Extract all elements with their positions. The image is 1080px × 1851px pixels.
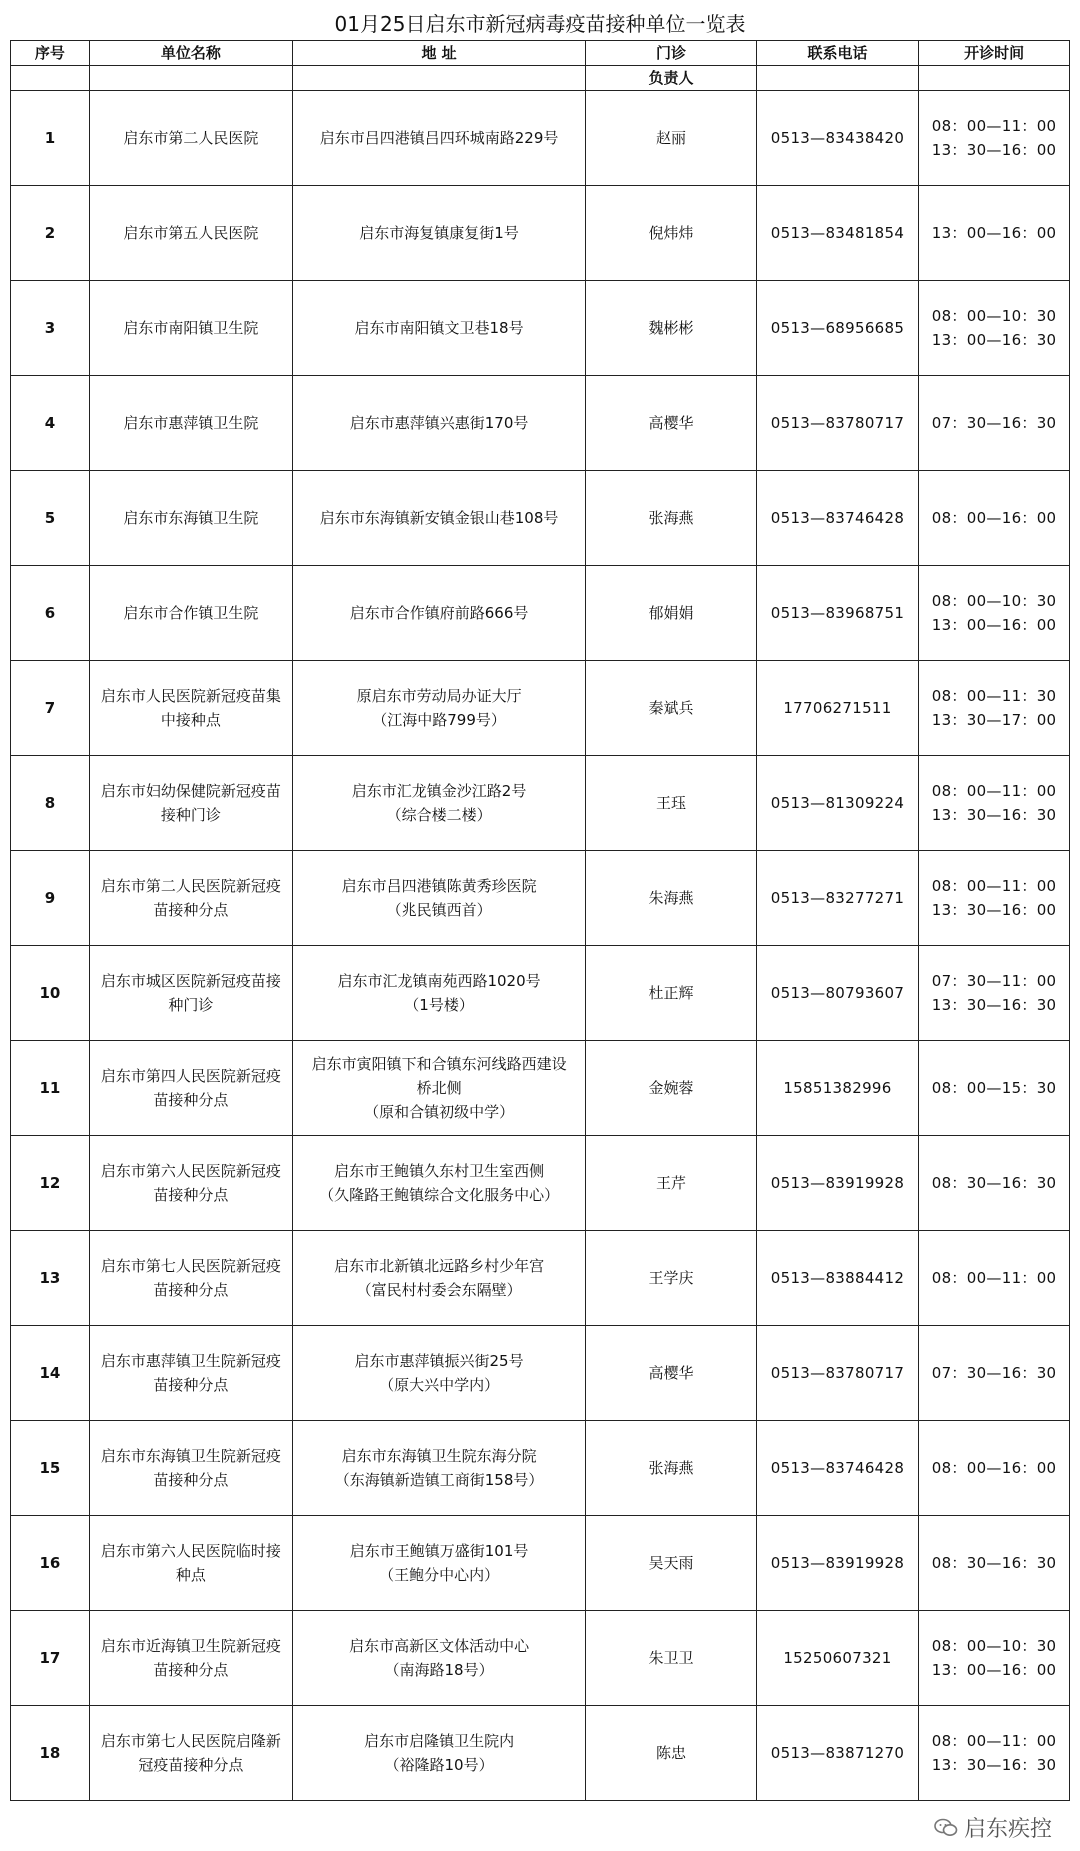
opening-hours — [919, 1611, 1070, 1706]
unit-name-line: 启东市南阳镇卫生院 — [123, 319, 259, 337]
unit-name-line: 苗接种分点 — [153, 901, 229, 919]
address-line: 启东市北新镇北远路乡村少年宫 — [334, 1257, 545, 1275]
address-line: 启东市启隆镇卫生院内 — [364, 1732, 515, 1750]
row-number: 10 — [11, 946, 90, 1041]
opening-hours-line: 07：30—11：00 — [931, 972, 1057, 990]
opening-hours-line: 08：00—16：00 — [931, 509, 1057, 527]
address-line: 启东市汇龙镇南苑西路1020号 — [337, 972, 541, 990]
row-number: 4 — [11, 376, 90, 471]
unit-name — [89, 1041, 292, 1136]
phone: 0513—83438420 — [756, 91, 918, 186]
address — [292, 1231, 585, 1326]
row-number: 12 — [11, 1136, 90, 1231]
phone: 0513—83481854 — [756, 186, 918, 281]
opening-hours — [919, 1041, 1070, 1136]
address-line: （综合楼二楼） — [386, 806, 492, 824]
row-number: 1 — [11, 91, 90, 186]
address-line: （1号楼） — [404, 996, 474, 1014]
table-header-row — [11, 41, 1070, 66]
address-line: 启东市高新区文体活动中心 — [349, 1637, 530, 1655]
row-number: 17 — [11, 1611, 90, 1706]
address — [292, 91, 585, 186]
unit-name-line: 苗接种分点 — [153, 1091, 229, 1109]
opening-hours-line: 08：00—11：00 — [931, 1732, 1057, 1750]
clinic-person: 高樱华 — [586, 376, 757, 471]
header-clinic: 门诊 — [586, 41, 757, 66]
unit-name — [89, 91, 292, 186]
unit-name-line: 中接种点 — [160, 711, 221, 729]
address-line: 启东市寅阳镇下和合镇东河线路西建设 — [311, 1055, 567, 1073]
header-hours: 开诊时间 — [919, 41, 1070, 66]
unit-name — [89, 946, 292, 1041]
header-no: 序号 — [11, 41, 90, 66]
unit-name — [89, 851, 292, 946]
unit-name-line: 苗接种分点 — [153, 1186, 229, 1204]
address-line: 启东市东海镇新安镇金银山巷108号 — [319, 509, 559, 527]
table-row — [11, 1136, 1070, 1231]
unit-name-line: 启东市第七人民医院新冠疫 — [100, 1257, 281, 1275]
phone: 0513—83780717 — [756, 1326, 918, 1421]
phone: 0513—68956685 — [756, 281, 918, 376]
watermark — [934, 1812, 1052, 1843]
unit-name-line: 种点 — [175, 1566, 206, 1584]
unit-name-line: 启东市第二人民医院 — [123, 129, 259, 147]
unit-name-line: 启东市人民医院新冠疫苗集 — [100, 687, 281, 705]
opening-hours-line: 13：30—16：00 — [931, 141, 1057, 159]
row-number: 9 — [11, 851, 90, 946]
table-row — [11, 946, 1070, 1041]
opening-hours-line: 08：30—16：30 — [931, 1174, 1057, 1192]
opening-hours-line: 13：00—16：00 — [931, 224, 1057, 242]
unit-name-line: 启东市第六人民医院新冠疫 — [100, 1162, 281, 1180]
table-row — [11, 1611, 1070, 1706]
table-row — [11, 756, 1070, 851]
phone: 0513—83871270 — [756, 1706, 918, 1801]
address — [292, 566, 585, 661]
opening-hours — [919, 1421, 1070, 1516]
opening-hours-line: 13：00—16：30 — [931, 331, 1057, 349]
address-line: 启东市吕四港镇陈黄秀珍医院 — [341, 877, 537, 895]
unit-name-line: 启东市第二人民医院新冠疫 — [100, 877, 281, 895]
table-row — [11, 1326, 1070, 1421]
address-line: 启东市东海镇卫生院东海分院 — [341, 1447, 537, 1465]
address-line: （王鲍分中心内） — [379, 1566, 500, 1584]
opening-hours-line: 13：30—16：00 — [931, 901, 1057, 919]
header-phone: 联系电话 — [756, 41, 918, 66]
row-number: 18 — [11, 1706, 90, 1801]
phone: 0513—83780717 — [756, 376, 918, 471]
opening-hours-line: 08：00—11：00 — [931, 877, 1057, 895]
unit-name — [89, 756, 292, 851]
table-row — [11, 1516, 1070, 1611]
watermark-text: 启东疾控 — [963, 1817, 1052, 1842]
clinic-person: 郁娟娟 — [586, 566, 757, 661]
address-line: 桥北侧 — [416, 1079, 462, 1097]
opening-hours — [919, 1136, 1070, 1231]
clinic-person: 高樱华 — [586, 1326, 757, 1421]
opening-hours-line: 08：00—11：00 — [931, 782, 1057, 800]
address — [292, 1611, 585, 1706]
address — [292, 1136, 585, 1231]
clinic-person: 秦斌兵 — [586, 661, 757, 756]
phone: 0513—83746428 — [756, 1421, 918, 1516]
unit-name — [89, 1706, 292, 1801]
phone: 0513—83919928 — [756, 1136, 918, 1231]
table-row — [11, 186, 1070, 281]
address — [292, 1421, 585, 1516]
opening-hours-line: 07：30—16：30 — [931, 414, 1057, 432]
address-line: （兆民镇西首） — [386, 901, 492, 919]
opening-hours-line: 07：30—16：30 — [931, 1364, 1057, 1382]
address-line: （江海中路799号） — [372, 711, 506, 729]
table-row — [11, 851, 1070, 946]
unit-name-line: 苗接种分点 — [153, 1661, 229, 1679]
address-line: 启东市汇龙镇金沙江路2号 — [351, 782, 527, 800]
row-number: 13 — [11, 1231, 90, 1326]
unit-name — [89, 1421, 292, 1516]
opening-hours-line: 13：30—17：00 — [931, 711, 1057, 729]
row-number: 3 — [11, 281, 90, 376]
phone: 0513—83277271 — [756, 851, 918, 946]
address — [292, 186, 585, 281]
address-line: 启东市南阳镇文卫巷18号 — [354, 319, 524, 337]
unit-name-line: 种门诊 — [168, 996, 214, 1014]
row-number: 6 — [11, 566, 90, 661]
unit-name-line: 接种门诊 — [160, 806, 221, 824]
table-subheader-row — [11, 66, 1070, 91]
clinic-person: 张海燕 — [586, 1421, 757, 1516]
opening-hours-line: 13：30—16：30 — [931, 806, 1057, 824]
table-row — [11, 566, 1070, 661]
opening-hours-line: 08：00—10：30 — [931, 307, 1057, 325]
unit-name — [89, 1136, 292, 1231]
opening-hours — [919, 91, 1070, 186]
table-row — [11, 281, 1070, 376]
phone: 0513—83746428 — [756, 471, 918, 566]
clinic-person: 赵丽 — [586, 91, 757, 186]
unit-name — [89, 186, 292, 281]
unit-name-line: 冠疫苗接种分点 — [138, 1756, 244, 1774]
opening-hours-line: 08：00—16：00 — [931, 1459, 1057, 1477]
row-number: 2 — [11, 186, 90, 281]
table-row — [11, 1231, 1070, 1326]
clinic-person: 朱海燕 — [586, 851, 757, 946]
unit-name-line: 启东市合作镇卫生院 — [123, 604, 259, 622]
wechat-icon — [934, 1818, 958, 1838]
address — [292, 1041, 585, 1136]
header-address: 地 址 — [292, 41, 585, 66]
opening-hours-line: 08：30—16：30 — [931, 1554, 1057, 1572]
opening-hours — [919, 946, 1070, 1041]
clinic-person: 金婉蓉 — [586, 1041, 757, 1136]
opening-hours-line: 08：00—10：30 — [931, 592, 1057, 610]
unit-name-line: 启东市城区医院新冠疫苗接 — [100, 972, 281, 990]
phone: 15851382996 — [756, 1041, 918, 1136]
row-number: 5 — [11, 471, 90, 566]
unit-name-line: 启东市第五人民医院 — [123, 224, 259, 242]
address-line: 启东市王鲍镇久东村卫生室西侧 — [334, 1162, 545, 1180]
unit-name — [89, 1326, 292, 1421]
opening-hours — [919, 1706, 1070, 1801]
unit-name-line: 启东市东海镇卫生院新冠疫 — [100, 1447, 281, 1465]
clinic-person: 倪炜炜 — [586, 186, 757, 281]
phone: 0513—83884412 — [756, 1231, 918, 1326]
opening-hours — [919, 566, 1070, 661]
table-body — [11, 91, 1070, 1801]
address — [292, 1326, 585, 1421]
opening-hours-line: 08：00—11：30 — [931, 687, 1057, 705]
clinic-person: 朱卫卫 — [586, 1611, 757, 1706]
address — [292, 281, 585, 376]
opening-hours — [919, 851, 1070, 946]
unit-name — [89, 281, 292, 376]
address-line: （南海路18号） — [384, 1661, 494, 1679]
unit-name-line: 启东市近海镇卫生院新冠疫 — [100, 1637, 281, 1655]
clinic-person: 王珏 — [586, 756, 757, 851]
unit-name-line: 启东市东海镇卫生院 — [123, 509, 259, 527]
header-unit: 单位名称 — [89, 41, 292, 66]
opening-hours — [919, 281, 1070, 376]
opening-hours-line: 08：00—11：00 — [931, 117, 1057, 135]
unit-name-line: 启东市妇幼保健院新冠疫苗 — [100, 782, 281, 800]
address-line: 启东市惠萍镇振兴街25号 — [354, 1352, 524, 1370]
address-line: 启东市海复镇康复街1号 — [359, 224, 519, 242]
address-line: （裕隆路10号） — [384, 1756, 494, 1774]
opening-hours-line: 13：30—16：30 — [931, 996, 1057, 1014]
opening-hours — [919, 1326, 1070, 1421]
address — [292, 1516, 585, 1611]
unit-name-line: 苗接种分点 — [153, 1281, 229, 1299]
table-row — [11, 376, 1070, 471]
table-row — [11, 471, 1070, 566]
row-number: 7 — [11, 661, 90, 756]
unit-name-line: 苗接种分点 — [153, 1471, 229, 1489]
address-line: （久隆路王鲍镇综合文化服务中心） — [319, 1186, 560, 1204]
row-number: 16 — [11, 1516, 90, 1611]
unit-name-line: 启东市惠萍镇卫生院 — [123, 414, 259, 432]
address-line: 启东市惠萍镇兴惠街170号 — [349, 414, 529, 432]
address-line: 启东市王鲍镇万盛街101号 — [349, 1542, 529, 1560]
unit-name — [89, 1611, 292, 1706]
opening-hours-line: 13：00—16：00 — [931, 616, 1057, 634]
phone: 0513—80793607 — [756, 946, 918, 1041]
page-title: 01月25日启东市新冠病毒疫苗接种单位一览表 — [334, 12, 746, 36]
opening-hours — [919, 1516, 1070, 1611]
address — [292, 376, 585, 471]
vaccination-sites-table — [10, 40, 1070, 1801]
phone: 15250607321 — [756, 1611, 918, 1706]
opening-hours — [919, 376, 1070, 471]
header-clinic-person: 负责人 — [586, 66, 757, 91]
address-line: （原大兴中学内） — [379, 1376, 500, 1394]
address — [292, 661, 585, 756]
opening-hours — [919, 471, 1070, 566]
table-row — [11, 1421, 1070, 1516]
row-number: 14 — [11, 1326, 90, 1421]
phone: 0513—83968751 — [756, 566, 918, 661]
clinic-person: 王学庆 — [586, 1231, 757, 1326]
address-line: （富民村村委会东隔壁） — [356, 1281, 522, 1299]
table-row — [11, 91, 1070, 186]
phone: 17706271511 — [756, 661, 918, 756]
opening-hours-line: 08：00—11：00 — [931, 1269, 1057, 1287]
opening-hours — [919, 661, 1070, 756]
opening-hours-line: 13：30—16：30 — [931, 1756, 1057, 1774]
clinic-person: 陈忠 — [586, 1706, 757, 1801]
clinic-person: 王芹 — [586, 1136, 757, 1231]
address-line: 启东市合作镇府前路666号 — [349, 604, 529, 622]
unit-name — [89, 1516, 292, 1611]
address-line: 启东市吕四港镇吕四环城南路229号 — [319, 129, 559, 147]
clinic-person: 张海燕 — [586, 471, 757, 566]
address — [292, 1706, 585, 1801]
unit-name-line: 启东市第六人民医院临时接 — [100, 1542, 281, 1560]
table-row — [11, 661, 1070, 756]
unit-name-line: 启东市惠萍镇卫生院新冠疫 — [100, 1352, 281, 1370]
unit-name-line: 启东市第四人民医院新冠疫 — [100, 1067, 281, 1085]
opening-hours — [919, 186, 1070, 281]
address — [292, 851, 585, 946]
row-number: 15 — [11, 1421, 90, 1516]
address — [292, 756, 585, 851]
phone: 0513—83919928 — [756, 1516, 918, 1611]
unit-name — [89, 1231, 292, 1326]
address — [292, 471, 585, 566]
row-number: 8 — [11, 756, 90, 851]
clinic-person: 杜正辉 — [586, 946, 757, 1041]
unit-name — [89, 661, 292, 756]
address — [292, 946, 585, 1041]
clinic-person: 吴天雨 — [586, 1516, 757, 1611]
opening-hours — [919, 1231, 1070, 1326]
phone: 0513—81309224 — [756, 756, 918, 851]
opening-hours-line: 13：00—16：00 — [931, 1661, 1057, 1679]
unit-name — [89, 376, 292, 471]
clinic-person: 魏彬彬 — [586, 281, 757, 376]
table-row — [11, 1041, 1070, 1136]
unit-name-line: 启东市第七人民医院启隆新 — [100, 1732, 281, 1750]
unit-name — [89, 471, 292, 566]
unit-name-line: 苗接种分点 — [153, 1376, 229, 1394]
address-line: 原启东市劳动局办证大厅 — [356, 687, 522, 705]
unit-name — [89, 566, 292, 661]
opening-hours — [919, 756, 1070, 851]
address-line: （东海镇新造镇工商街158号） — [334, 1471, 544, 1489]
table-row — [11, 1706, 1070, 1801]
opening-hours-line: 08：00—10：30 — [931, 1637, 1057, 1655]
address-line: （原和合镇初级中学） — [364, 1103, 515, 1121]
opening-hours-line: 08：00—15：30 — [931, 1079, 1057, 1097]
row-number: 11 — [11, 1041, 90, 1136]
